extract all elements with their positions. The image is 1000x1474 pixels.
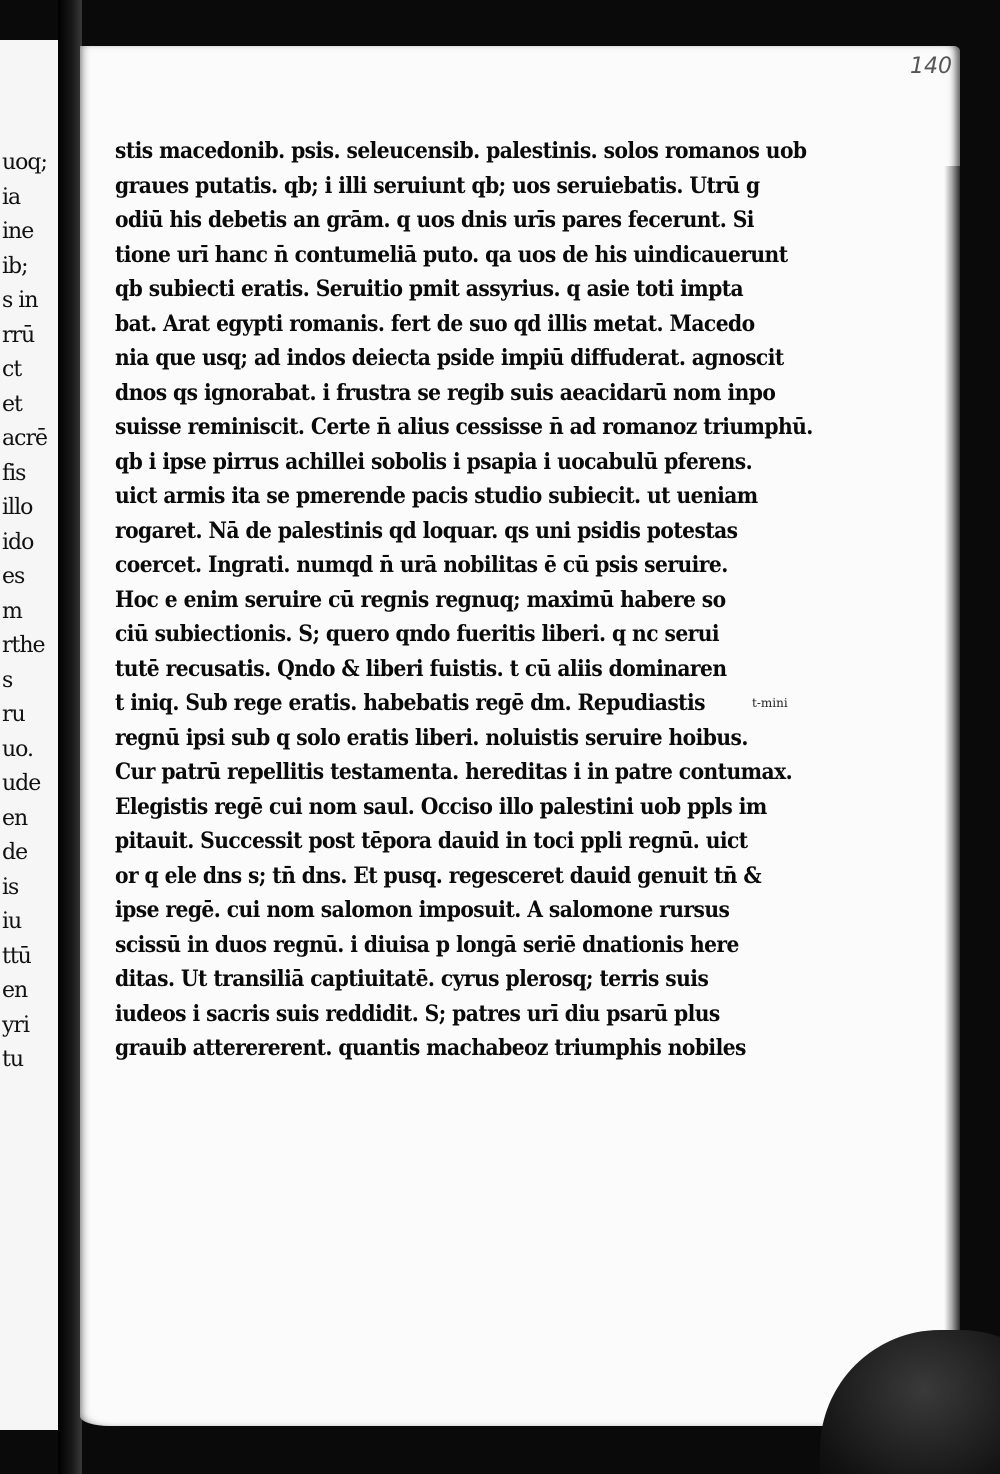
left-page-fragment: ine <box>2 219 34 244</box>
manuscript-line: rogaret. Nā de palestinis qd loquar. qs uni psidis potestas <box>115 517 738 544</box>
left-page-fragment: ct <box>2 357 22 382</box>
manuscript-line: pitauit. Successit post tēpora dauid in toci ppli regnū. uict <box>115 828 748 854</box>
manuscript-line: grauib atterererent. quantis machabeoz triumphis nobiles <box>115 1035 746 1061</box>
manuscript-line: bat. Arat egypti romanis. fert de suo qd illis metat. Macedo <box>115 310 755 337</box>
manuscript-line: scissū in duos regnū. i diuisa p longā seriē dnationis here <box>115 931 739 958</box>
left-page-fragment: iu <box>2 909 22 934</box>
manuscript-page <box>80 46 960 1426</box>
manuscript-line: nia que usq; ad indos deiecta pside impiū diffuderat. agnoscit <box>115 345 784 371</box>
left-page-fragment: uo. <box>2 736 34 762</box>
left-page-fragment: s <box>2 667 13 693</box>
left-page-fragment: acrē <box>2 426 47 451</box>
manuscript-line: Cur patrū repellitis testamenta. hereditas i in patre contumax. <box>115 759 793 785</box>
manuscript-line: t iniq. Sub rege eratis. habebatis regē dm. Repudiastis <box>115 690 705 716</box>
left-page-fragment: es <box>2 564 25 589</box>
left-page-fragment: de <box>2 840 28 865</box>
left-page-fragment: is <box>2 874 19 900</box>
manuscript-line: ipse regē. cui nom salomon imposuit. A salomone rursus <box>115 897 730 923</box>
left-page-fragment: rrū <box>2 322 35 348</box>
left-facing-page <box>0 40 60 1430</box>
manuscript-line: ditas. Ut transiliā captiuitatē. cyrus plerosq; terris suis <box>115 966 709 992</box>
manuscript-line: suisse reminiscit. Certe n̄ alius cessisse n̄ ad romanoz triumphū. <box>115 414 813 440</box>
manuscript-line: Hoc e enim seruire cū regnis regnuq; maximū habere so <box>115 586 726 613</box>
margin-note: t-mini <box>752 696 788 710</box>
left-page-fragment: ru <box>2 702 25 727</box>
manuscript-line: coercet. Ingrati. numqd n̄ urā nobilitas ē cū psis seruire. <box>115 552 728 578</box>
left-page-fragment: ttū <box>2 943 31 969</box>
manuscript-line: qb subiecti eratis. Seruitio pmit assyrius. q asie toti impta <box>115 276 744 302</box>
left-page-fragment: tu <box>2 1047 24 1072</box>
text-block <box>115 134 815 1066</box>
manuscript-line: stis macedonib. psis. seleucensib. palestinis. solos romanos uob <box>115 138 807 164</box>
left-page-fragment: fis <box>2 460 26 486</box>
page-edge-shadow <box>944 166 960 1396</box>
manuscript-line: uict armis ita se pmerende pacis studio subiecit. ut ueniam <box>115 483 758 509</box>
left-page-fragment: en <box>2 805 28 831</box>
left-page-fragment: ude <box>2 771 41 796</box>
left-page-fragment: illo <box>2 495 33 520</box>
manuscript-line: Elegistis regē cui nom saul. Occiso illo palestini uob ppls im <box>115 793 767 820</box>
left-page-fragment: uoq; <box>2 150 47 175</box>
left-page-fragment: ia <box>2 184 21 210</box>
left-page-fragment: et <box>2 391 22 417</box>
manuscript-line: qb i ipse pirrus achillei sobolis i psapia i uocabulū pferens. <box>115 448 753 475</box>
manuscript-line: graues putatis. qb; i illi seruiunt qb; uos seruiebatis. Utrū g <box>115 172 760 199</box>
manuscript-line: dnos qs ignorabat. i frustra se regib suis aeacidarū nom inpo <box>115 379 776 406</box>
manuscript-line: or q ele dns s; tn̄ dns. Et pusq. regesceret dauid genuit tn̄ & <box>115 862 762 889</box>
manuscript-line: iudeos i sacris suis reddidit. S; patres urī diu psarū plus <box>115 1000 720 1027</box>
manuscript-line: regnū ipsi sub q solo eratis liberi. noluistis seruire hoibus. <box>115 724 748 751</box>
manuscript-line: tione urī hanc n̄ contumeliā puto. qa uos de his uindicauerunt <box>115 241 788 268</box>
manuscript-line: odiū his debetis an grām. q uos dnis urīs pares fecerunt. Si <box>115 207 754 233</box>
left-page-fragment: ib; <box>2 253 28 279</box>
left-page-fragment: ido <box>2 529 34 555</box>
folio-number: 140 <box>910 54 952 79</box>
manuscript-line: ciū subiectionis. S; quero qndo fueritis liberi. q nc serui <box>115 621 720 647</box>
manuscript-line: tutē recusatis. Qndo & liberi fuistis. t cū aliis dominaren <box>115 655 727 682</box>
left-page-fragment: rthe <box>2 633 45 658</box>
left-page-fragment: s in <box>2 288 38 313</box>
gutter-shadow <box>58 0 82 1474</box>
left-page-fragment: en <box>2 978 28 1003</box>
left-page-fragment: yri <box>2 1012 29 1038</box>
left-page-fragment: m <box>2 598 22 624</box>
